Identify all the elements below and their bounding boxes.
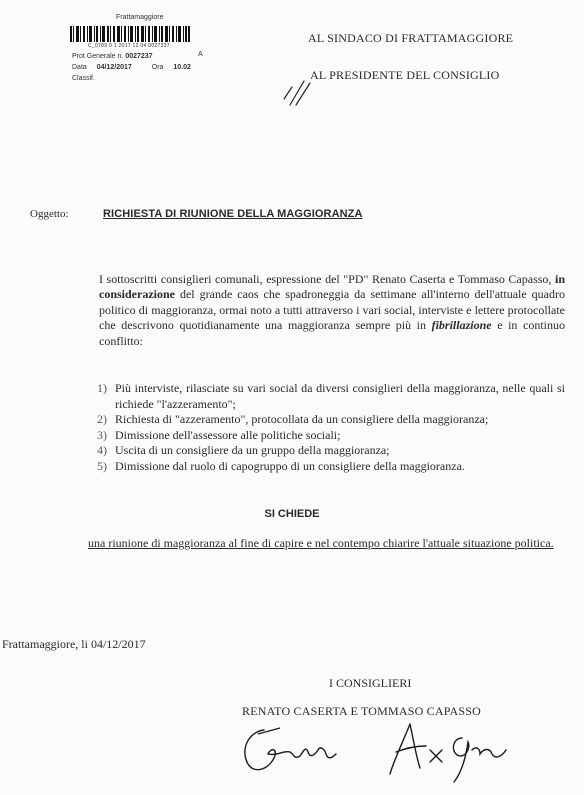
request-text: una riunione di maggioranza al fine di capire e nel contempo chiarire l'attuale situazione politica. [88, 536, 554, 550]
body-bold-2: fibrillazione [431, 318, 492, 333]
list-item: 1) Più interviste, rilasciate su vari social da diversi consiglieri della maggioranza, nelle quali si richiede "l'azzeramento"; [97, 381, 565, 411]
handwritten-mark-icon [282, 79, 312, 107]
signature-caserta-icon [234, 720, 344, 780]
signatures-names: RENATO CASERTA E TOMMASO CAPASSO [242, 704, 482, 718]
stamp-prot-label: Prot Generale n. [72, 53, 124, 60]
stamp-category: A [198, 51, 203, 58]
stamp-classif-label: Classif. [72, 75, 95, 82]
list-item: 2) Richiesta di "azzeramento", protocollata da un consigliere della maggioranza; [97, 412, 489, 426]
subject-text: RICHIESTA DI RIUNIONE DELLA MAGGIORANZA [103, 208, 363, 220]
body-bold-1: in considerazione [99, 272, 565, 302]
stamp-time: 10.02 [173, 64, 191, 71]
body-paragraph [99, 272, 565, 349]
stamp-date-label: Data [72, 64, 87, 71]
stamp-classif-row [72, 75, 95, 82]
stamp-time-label: Ora [151, 64, 164, 71]
stamp-city: Frattamaggiore [116, 14, 164, 21]
signatures-title: I CONSIGLIERI [329, 676, 412, 690]
subject-label: Oggetto: [30, 208, 69, 220]
stamp-prot-row [72, 53, 153, 60]
list-item: 5) Dimissione dal ruolo di capogruppo di un consigliere della maggioranza. [97, 458, 465, 473]
recipient-presidente: AL PRESIDENTE DEL CONSIGLIO [310, 68, 500, 82]
body-text-2: del grande caos che spadroneggia da settimane all'interno dell'attuale quadro politico di maggioranza, ormai noto a tutti attraverso i vari social, interviste e lettere protocollate che descrivono quotidianamente una maggioranza sempre più in [99, 287, 565, 333]
body-text-1: I sottoscritti consiglieri comunali, espressione del "PD" Renato Caserta e Tommaso Capasso, [99, 272, 552, 286]
stamp-date-row [72, 64, 191, 71]
protocol-stamp [60, 14, 210, 94]
si-chiede-heading: SI CHIEDE [264, 508, 320, 520]
date-line: Frattamaggiore, li 04/12/2017 [2, 637, 146, 651]
list-item: 4) Uscita di un consigliere da un gruppo della maggioranza; [97, 443, 390, 457]
stamp-date: 04/12/2017 [96, 64, 132, 71]
body-text-3: e in continuo conflitto: [99, 318, 566, 348]
stamp-prot-number: 0027237 [125, 53, 153, 60]
barcode-icon [70, 26, 190, 42]
signature-capasso-icon [380, 716, 520, 786]
reasons-list [97, 381, 565, 474]
list-item: 3) Dimissione dell'assessore alle politiche sociali; [97, 427, 341, 442]
recipient-sindaco: AL SINDACO DI FRATTAMAGGIORE [308, 31, 514, 45]
stamp-code-line: C_0789 0 1 2017 12 04 0027237 [88, 43, 170, 49]
